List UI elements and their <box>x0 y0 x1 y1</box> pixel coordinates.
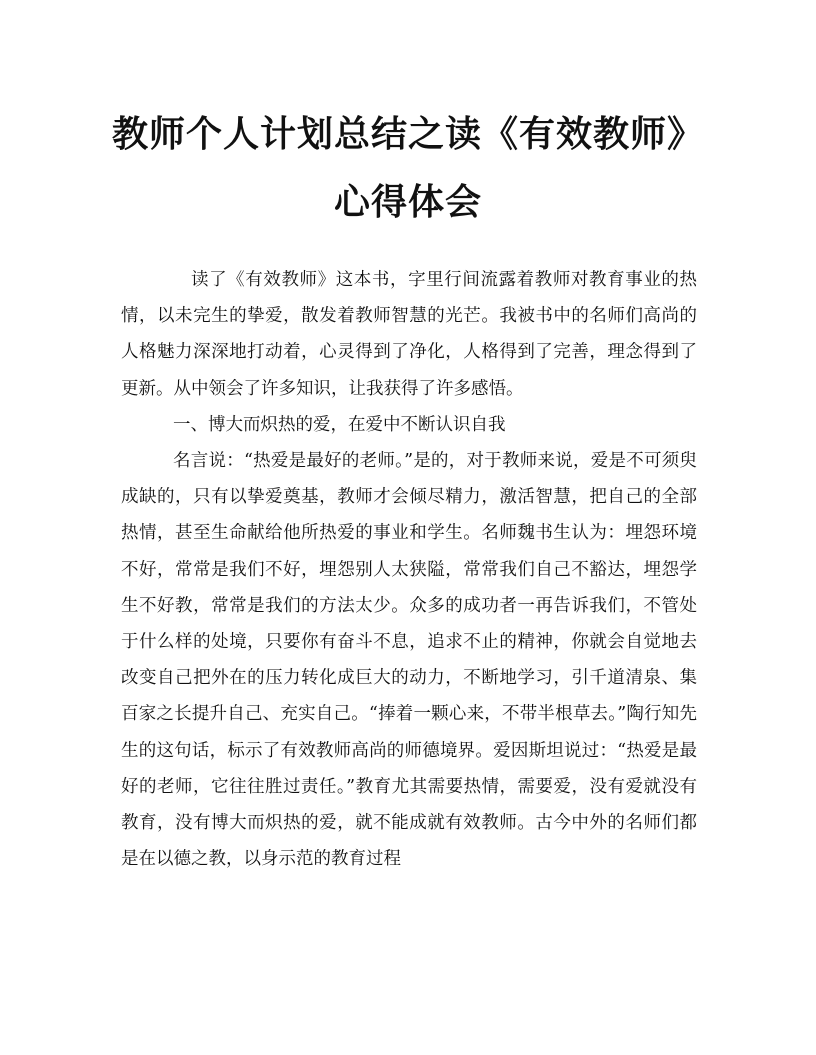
intro-paragraph: 读了《有效教师》这本书，字里行间流露着教师对教育事业的热情，以未完生的挚爱，散发着教师智慧的光芒。我被书中的名师们高尚的人格魅力深深地打动着，心灵得到了净化，人格得到了完善，理念得到了更新。从中领会了许多知识，让我获得了许多感悟。 <box>121 270 697 399</box>
section-heading: 一、博大而炽热的爱，在爱中不断认识自我 <box>173 414 506 435</box>
body-paragraph: 名言说：“热爱是最好的老师。”是的，对于教师来说，爱是不可须臾成缺的，只有以挚爱奠基，教师才会倾尽精力，激活智慧，把自己的全部热情，甚至生命献给他所热爱的事业和学生。名师魏书生认为：埋怨环境不好，常常是我们不好，埋怨别人太狭隘，常常我们自己不豁达，埋怨学生不好教，常常是我们的方法太少。众多的成功者一再告诉我们，不管处于什么样的处境，只要你有奋斗不息，追求不止的精神，你就会自觉地去改变自己把外在的压力转化成巨大的动力，不断地学习，引千道清泉、集百家之长提升自己、充实自己。“捧着一颗心来，不带半根草去。”陶行知先生的这句话，标示了有效教师高尚的师德境界。爱因斯坦说过：“热爱是最好的老师，它往往胜过责任。”教育尤其需要热情，需要爱，没有爱就没有教育，没有博大而炽热的爱，就不能成就有效教师。古今中外的名师们都是在以德之教，以身示范的教育过程 <box>121 451 697 870</box>
document-body <box>121 262 697 877</box>
document-title: 教师个人计划总结之读《有效教师》心得体会 <box>111 113 704 223</box>
